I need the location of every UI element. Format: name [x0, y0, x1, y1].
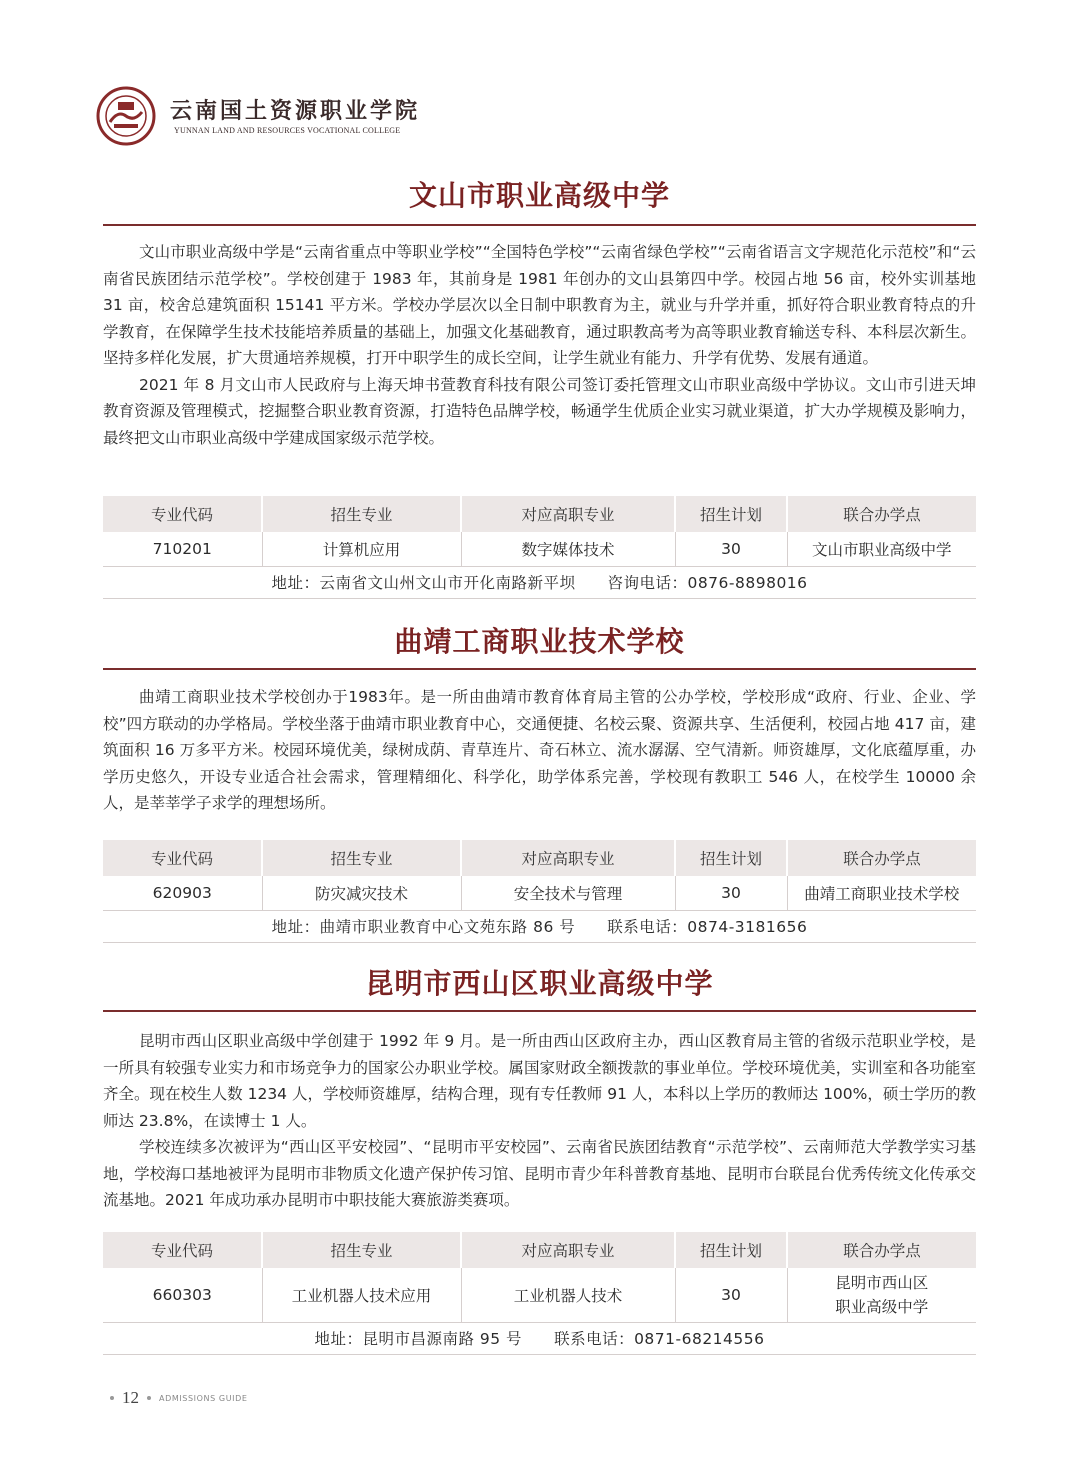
column-header: 联合办学点	[787, 1232, 976, 1268]
program-table	[103, 1232, 976, 1355]
guide-label: ADMISSIONS GUIDE	[159, 1393, 248, 1403]
table-cell	[787, 1268, 976, 1322]
column-header: 对应高职专业	[461, 496, 675, 532]
column-header: 对应高职专业	[461, 1232, 675, 1268]
column-header: 对应高职专业	[461, 840, 675, 876]
column-header: 招生计划	[675, 496, 787, 532]
bullet-icon	[147, 1396, 151, 1400]
school-name-line: 昆明市西山区	[835, 1273, 929, 1292]
column-header: 专业代码	[103, 840, 262, 876]
section-paragraph: 学校连续多次被评为“西山区平安校园”、“昆明市平安校园”、云南省民族团结教育“示范学校”、云南师范大学教学实习基地，学校海口基地被评为昆明市非物质文化遗产保护传习馆、昆明市青少年科普教育基地、昆明市台联昆台优秀传统文化传承交流基地。2021 年成功承办昆明市中职技能大赛旅游类赛项。	[103, 1138, 976, 1209]
table-row	[103, 876, 976, 910]
page-header	[96, 86, 516, 166]
page-number: 12	[122, 1388, 139, 1407]
section-divider	[103, 668, 976, 670]
program-table	[103, 496, 976, 599]
address-line: 地址：曲靖市职业教育中心文苑东路 86 号 联系电话：0874-3181656	[103, 910, 976, 942]
page-footer	[110, 1388, 248, 1408]
section-paragraph: 2021 年 8 月文山市人民政府与上海天坤书萱教育科技有限公司签订委托管理文山市职业高级中学协议。文山市引进天坤教育资源及管理模式，挖掘整合职业教育资源，打造特色品牌学校，畅通学生优质企业实习就业渠道，扩大办学规模及影响力，最终把文山市职业高级中学建成国家级示范学校。	[103, 375, 976, 447]
column-header: 联合办学点	[787, 840, 976, 876]
table-cell: 工业机器人技术应用	[262, 1268, 461, 1322]
table-cell: 30	[675, 532, 787, 566]
table-cell: 文山市职业高级中学	[787, 532, 976, 566]
table-cell: 安全技术与管理	[461, 876, 675, 910]
bullet-icon	[110, 1396, 114, 1400]
table-row	[103, 532, 976, 566]
table-cell: 30	[675, 876, 787, 910]
section-title: 曲靖工商职业技术学校	[394, 625, 685, 658]
school-name-line: 职业高级中学	[835, 1297, 929, 1316]
column-header: 招生专业	[262, 496, 461, 532]
table-cell: 防灾减灾技术	[262, 876, 461, 910]
section-paragraph: 曲靖工商职业技术学校创办于1983年。是一所由曲靖市教育体育局主管的公办学校，学校形成“政府、行业、企业、学校”四方联动的办学格局。学校坐落于曲靖市职业教育中心，交通便捷、名校云聚、资源共享、生活便利，校园占地 417 亩，建筑面积 16 万多平方米。校园环境优美，绿树成荫、青草连片、奇石林立、流水潺潺、空气清新。师资雄厚，文化底蕴厚重，办学历史悠久，开设专业适合社会需求，管理精细化、科学化，助学体系完善，学校现有教职工 546 人，在校学生 10000 余人，是莘莘学子求学的理想场所。	[103, 688, 976, 812]
section-divider	[103, 1010, 976, 1012]
table-cell: 620903	[103, 876, 262, 910]
table-cell: 30	[675, 1268, 787, 1322]
program-table	[103, 840, 976, 943]
column-header: 联合办学点	[787, 496, 976, 532]
table-row	[103, 1268, 976, 1322]
college-name-en: YUNNAN LAND AND RESOURCES VOCATIONAL COLLEGE	[174, 126, 401, 135]
address-line: 地址：昆明市昌源南路 95 号 联系电话：0871-68214556	[103, 1322, 976, 1354]
table-cell: 710201	[103, 532, 262, 566]
college-seal-icon	[96, 86, 156, 146]
column-header: 招生计划	[675, 1232, 787, 1268]
column-header: 专业代码	[103, 496, 262, 532]
table-cell: 计算机应用	[262, 532, 461, 566]
college-name-cn: 云南国土资源职业学院	[170, 98, 421, 124]
section-paragraph: 昆明市西山区职业高级中学创建于 1992 年 9 月。是一所由西山区政府主办，西山区教育局主管的省级示范职业学校，是一所具有较强专业实力和市场竞争力的国家公办职业学校。属国家财政全额拨款的事业单位。学校环境优美，实训室和各功能室齐全。现在校生人数 1234 人，学校师资雄厚，结构合理，现有专任教师 91 人，本科以上学历的教师达 100%，硕士学历的教师达 23.8%，在读博士 1 人。	[103, 1032, 976, 1130]
table-cell: 曲靖工商职业技术学校	[787, 876, 976, 910]
section-divider	[103, 224, 976, 226]
table-cell: 工业机器人技术	[461, 1268, 675, 1322]
column-header: 招生专业	[262, 840, 461, 876]
table-cell: 数字媒体技术	[461, 532, 675, 566]
column-header: 招生计划	[675, 840, 787, 876]
table-cell: 660303	[103, 1268, 262, 1322]
section-title: 昆明市西山区职业高级中学	[365, 967, 714, 1000]
section-title: 文山市职业高级中学	[408, 179, 670, 212]
column-header: 招生专业	[262, 1232, 461, 1268]
column-header: 专业代码	[103, 1232, 262, 1268]
address-line: 地址：云南省文山州文山市开化南路新平坝 咨询电话：0876-8898016	[103, 566, 976, 598]
section-paragraph: 文山市职业高级中学是“云南省重点中等职业学校”“全国特色学校”“云南省绿色学校”“云南省语言文字规范化示范校”和“云南省民族团结示范学校”。学校创建于 1983 年，其前身是 1981 年创办的文山县第四中学。校园占地 56 亩，校外实训基地 31 亩，校舍总建筑面积 15141 平方米。学校办学层次以全日制中职教育为主，就业与升学并重，抓好符合职业教育特点的升学教育，在保障学生技术技能培养质量的基础上，加强文化基础教育，通过职教高考为高等职业教育输送专科、本科层次新生。坚持多样化发展，扩大贯通培养规模，打开中职学生的成长空间，让学生就业有能力、升学有优势、发展有通道。	[103, 243, 976, 367]
